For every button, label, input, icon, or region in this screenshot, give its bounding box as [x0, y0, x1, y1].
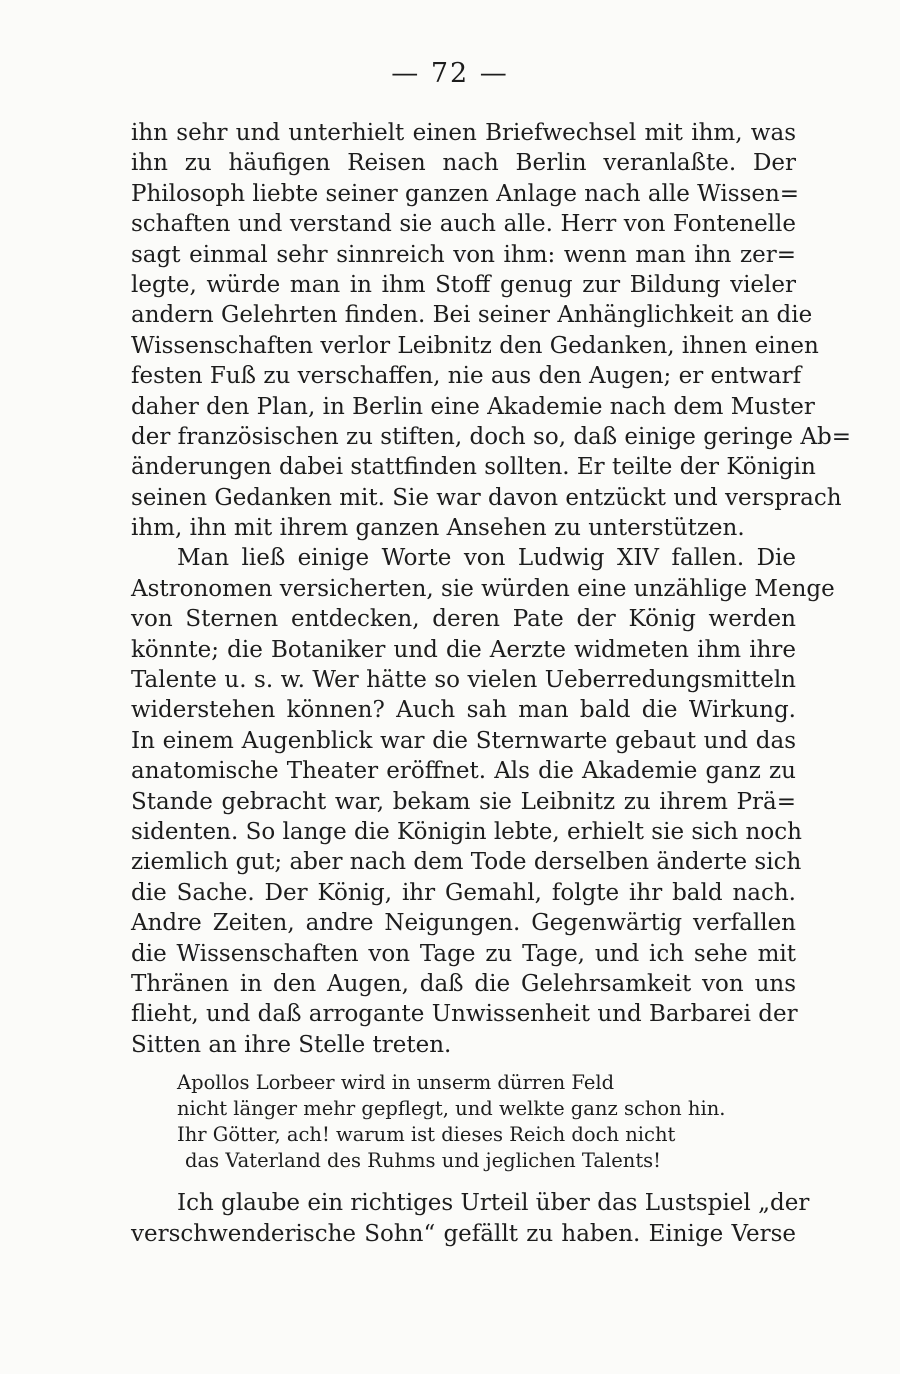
paragraph [131, 118, 851, 543]
text-line: ziemlich gut; aber nach dem Tode derselben änderte sich [131, 849, 802, 876]
text-line: änderungen dabei stattfinden sollten. Er teilte der Königin [131, 454, 816, 481]
text-line: Sitten an ihre Stelle treten. [131, 1031, 452, 1058]
verse-line: Apollos Lorbeer wird in unserm dürren Feld [177, 1071, 615, 1095]
text-line: die Wissenschaften von Tage zu Tage, und ich sehe mit [131, 940, 796, 967]
text-line: Man ließ einige Worte von Ludwig XIV fallen. Die [177, 545, 796, 572]
text-line: ihn zu häufigen Reisen nach Berlin veranlaßte. Der [131, 150, 796, 177]
text-line: Thränen in den Augen, daß die Gelehrsamkeit von uns [131, 970, 796, 997]
text-line: widerstehen können? Auch sah man bald die Wirkung. [131, 697, 796, 724]
text-line: seinen Gedanken mit. Sie war davon entzückt und versprach [131, 484, 842, 511]
text-line: flieht, und daß arrogante Unwissenheit und Barbarei der [131, 1001, 798, 1028]
verse-quote [177, 1070, 757, 1174]
text-line: In einem Augenblick war die Sternwarte gebaut und das [131, 727, 796, 754]
text-line: die Sache. Der König, ihr Gemahl, folgte ihr bald nach. [131, 879, 796, 906]
text-line: ihm, ihn mit ihrem ganzen Ansehen zu unterstützen. [131, 515, 745, 542]
text-line: Philosoph liebte seiner ganzen Anlage nach alle Wissen= [131, 180, 800, 207]
verse-line: nicht länger mehr gepflegt, und welkte ganz schon hin. [177, 1097, 726, 1121]
text-line: daher den Plan, in Berlin eine Akademie nach dem Muster [131, 393, 815, 420]
text-line: festen Fuß zu verschaffen, nie aus den Augen; er entwarf [131, 363, 802, 390]
paragraph [131, 543, 835, 1060]
paragraph [131, 1188, 810, 1249]
text-line: von Sternen entdecken, deren Pate der König werden [131, 606, 796, 633]
text-line: Wissenschaften verlor Leibnitz den Gedanken, ihnen einen [131, 332, 819, 359]
verse-line: Ihr Götter, ach! warum ist dieses Reich doch nicht [177, 1123, 676, 1147]
page-number: — 72 — [391, 58, 509, 89]
text-line: sagt einmal sehr sinnreich von ihm: wenn man ihn zer= [131, 241, 796, 268]
text-line: legte, würde man in ihm Stoff genug zur Bildung vieler [131, 271, 796, 298]
text-line: schaften und verstand sie auch alle. Herr von Fontenelle [131, 211, 796, 238]
body-text [131, 118, 851, 1249]
text-line: andern Gelehrten finden. Bei seiner Anhänglichkeit an die [131, 302, 813, 329]
text-line: Stande gebracht war, bekam sie Leibnitz zu ihrem Prä= [131, 788, 796, 815]
text-line: Astronomen versicherten, sie würden eine unzählige Menge [131, 575, 835, 602]
text-line: Talente u. s. w. Wer hätte so vielen Ueberredungsmitteln [131, 667, 796, 694]
text-line: anatomische Theater eröffnet. Als die Akademie ganz zu [131, 758, 796, 785]
text-line: verschwenderische Sohn“ gefällt zu haben. Einige Verse [131, 1220, 796, 1247]
text-line: der französischen zu stiften, doch so, daß einige geringe Ab= [131, 423, 851, 450]
text-line: ihn sehr und unterhielt einen Briefwechsel mit ihm, was [131, 120, 796, 146]
verse-line: das Vaterland des Ruhms und jeglichen Talents! [185, 1149, 662, 1173]
text-line: könnte; die Botaniker und die Aerzte widmeten ihm ihre [131, 636, 796, 663]
text-line: Ich glaube ein richtiges Urteil über das Lustspiel „der [177, 1190, 810, 1217]
text-line: Andre Zeiten, andre Neigungen. Gegenwärtig verfallen [131, 910, 796, 937]
text-line: sidenten. So lange die Königin lebte, erhielt sie sich noch [131, 818, 802, 845]
